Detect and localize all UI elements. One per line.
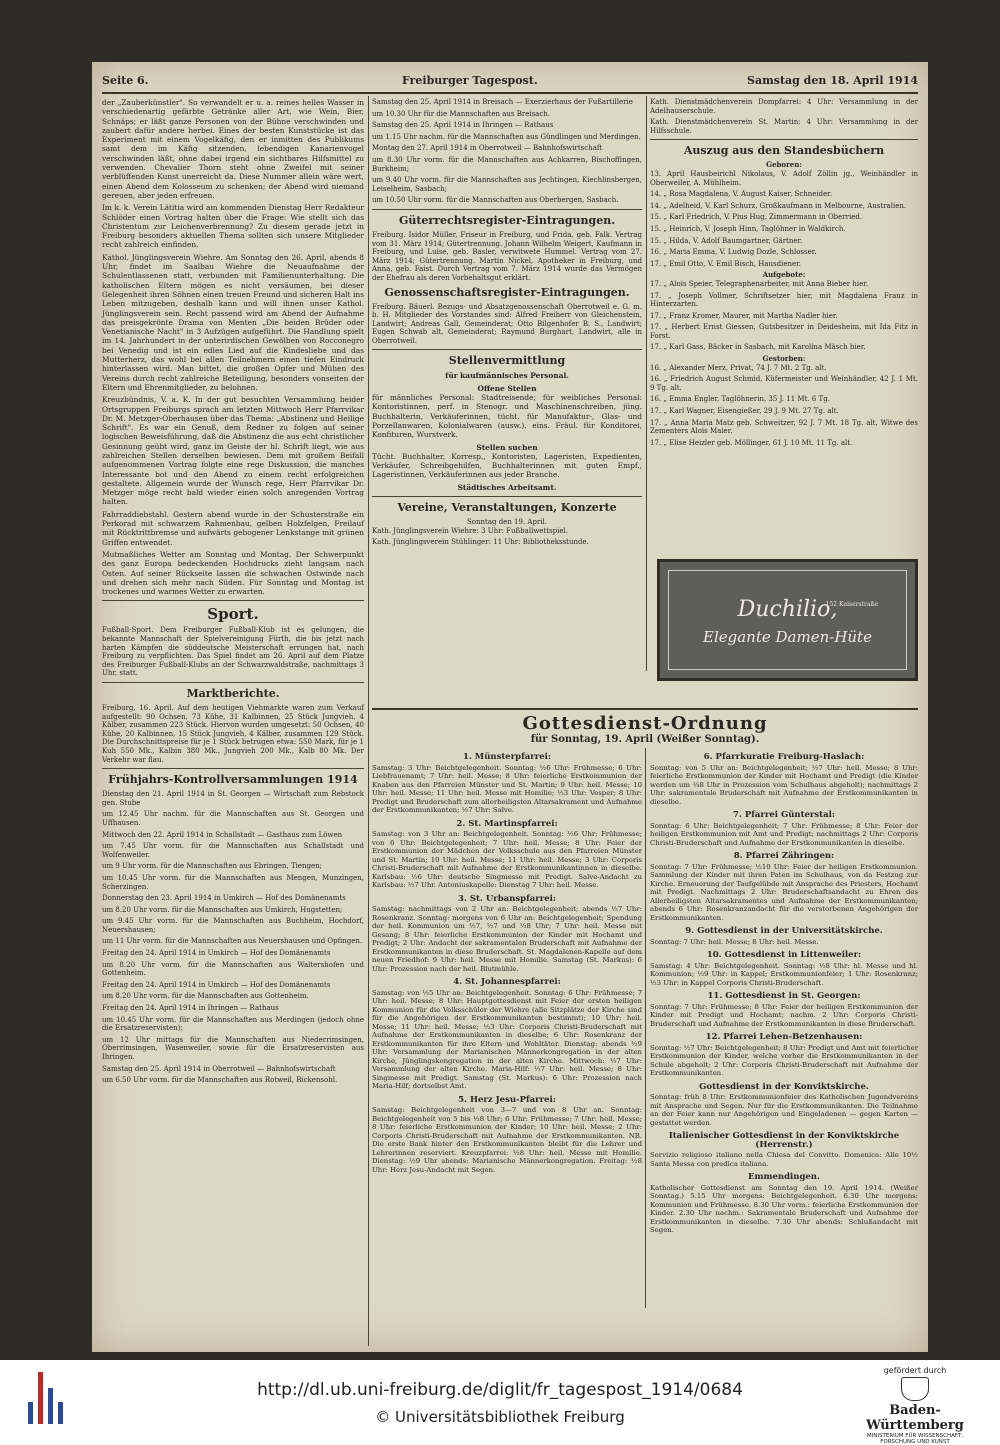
gestorben-heading: Gestorben: <box>762 354 806 364</box>
parish-text: Samstag: nachmittags von 2 Uhr an: Beichtgelegenheit; abends ½7 Uhr: Rosenkranz. Sonntag: morgens von 6 Uhr an: Beichtgelegenheit; Spendung der heil. Kommunion um ½7, ½7 und ½8 Uhr; 7 Uhr: heil. Messe mit Gesang; 8 Uhr: feierliche Erstkommunion der Kinder mit Hochamt und Predigt; 2 Uhr: Andacht der sakramentalen Bruderschaft mit Aufnahme der Erstkommunikanten in diese Bruderschaft. St. Magdalenen-Kapelle auf dem neuen Friedhof: 9 Uhr: heil. Messe mit Homilie. Samstag (St. Markus): 6 Uhr: Prozession nach der heil. Blutmühle. <box>372 905 642 973</box>
list-item: 16. „ Friedrich August Schmid, Küfermeister und Weinhändler, 42 J. 1 Mt. 9 Tg. alt. <box>650 375 918 392</box>
schedule-right-column <box>650 748 918 1237</box>
list-item: um 12 Uhr mittags für die Mannschaften aus Niederrimsingen, Oberrimsingen, Wasenweiler, sowie für die Ersatzreservisten aus Ihringen. <box>102 1035 364 1061</box>
gestorben-list <box>650 364 918 448</box>
parish-heading: 5. Herz Jesu-Pfarrei: <box>458 1094 556 1105</box>
gueter-heading: Güterrechtsregister-Eintragungen. <box>398 213 616 227</box>
list-item: um 8.30 Uhr vorm. für die Mannschaften aus Achkarren, Bischoffingen, Burkheim; <box>372 155 642 173</box>
list-item: 17. „ Karl Gass, Bäcker in Sasbach, mit Karolina Mäsch hier. <box>650 343 866 352</box>
permalink-url[interactable]: http://dl.ub.uni-freiburg.de/diglit/fr_tagespost_1914/0684 <box>257 1380 743 1400</box>
parish-heading: 2. St. Martinspfarrei: <box>456 818 558 829</box>
list-item: Kath. Jünglingsverein Stühlinger: 11 Uhr: Bibliotheksstunde. <box>372 538 589 547</box>
parish-text: Sonntag: früh 8 Uhr: Erstkommunionfeier des Katholischen Jugendvereins mit Ansprache und Segen. Nur für die Erstkommunikanten. Die Teilnahme an der Feier kann nur Angehörigen und Eingeladenen — gegen Karten — gestattet werden. <box>650 1093 918 1127</box>
divider <box>372 209 642 210</box>
genoss-text: Freiburg. Bäuerl. Bezugs- und Absatzgenossenschaft Oberrotweil e. G. m. b. H. Mitglieder des Vorstandes sind: Alfred Freiherr von Gleichenstein, Landwirt; Andreas Gall, Gemeinderat; Otto Bilgenhofer B. S., Landwirt; Eugen Schwab alt, Gemeinderat; Raymund Burghart, Landwirt, alle in Oberrotweil. <box>372 302 642 345</box>
divider <box>650 139 918 140</box>
page-number: Seite 6. <box>102 74 149 87</box>
list-item: Mittwoch den 22. April 1914 in Schallstadt — Gasthaus zum Löwen <box>102 830 343 839</box>
list-item: um 9.40 Uhr vorm. für die Mannschaften aus Jechtingen, Kiechlinsbergen, Leiselheim, Sasbach; <box>372 176 642 193</box>
parish-heading: 10. Gottesdienst in Littenweiler: <box>706 950 862 960</box>
list-item: Kath. Jünglingsverein Wiehre: 3 Uhr: Fußballwettspiel. <box>372 526 568 535</box>
list-item: 17. „ Karl Wagner, Eisengießer, 29 J. 9 Mt. 27 Tg. alt. <box>650 407 839 416</box>
parish-heading: Gottesdienst in der Konviktskirche. <box>699 1081 869 1092</box>
divider <box>372 349 642 350</box>
aufgebote-list <box>650 280 918 352</box>
list-item: Donnerstag den 23. April 1914 in Umkirch — Hof des Domänenamts <box>102 894 346 903</box>
ad-frame <box>668 570 907 670</box>
sport-text: Fußball-Sport. Dem Freiburger Fußball-Klub ist es gelungen, die bekannte Mannschaft der Spielvereinigung Fürth, die bis jetzt nach harten Kämpfen die süddeutsche Meisterschaft errungen hat, nach Freiburg zu verpflichten. Das Spiel findet am 26. April auf dem Platze des Freiburger Fußball-Klubs an der Schwarzwaldstraße, nachmittags 3 Uhr, statt. <box>102 626 364 678</box>
parish-heading: Emmendingen. <box>748 1172 820 1182</box>
divider <box>102 768 364 769</box>
list-item: um 6.50 Uhr vorm. für die Mannschaften aus Rotweil, Bickensohl. <box>102 1076 338 1085</box>
stellen-heading: Stellenvermittlung <box>448 354 566 368</box>
list-item: 17. „ Joseph Vollmer, Schriftsetzer hier, mit Magdalena Franz in Hinterzarten. <box>650 291 918 309</box>
list-item: um 1.15 Uhr nachm. für die Mannschaften aus Gündlingen und Merdingen. <box>372 132 641 141</box>
parish-text: Sonntag: 6 Uhr: Beichtgelegenheit; 7 Uhr: Frühmesse; 8 Uhr: Feier der heiligen Erstkommunion mit Amt und Predigt; nachmittags 2 Uhr: Corporis Christi-Bruderschaft und Aufnahme der Erstkommunikanten in dieselbe. <box>650 821 918 847</box>
list-item: Samstag den 25. April 1914 in Oberrotweil — Bahnhofswirtschaft <box>102 1064 336 1073</box>
parish-text: Samstag: von 3 Uhr an: Beichtgelegenheit. Sonntag: ½6 Uhr: Frühmesse; von 6 Uhr: Beichtgelegenheit; 7 Uhr: heil. Messe; 8 Uhr: Feier der Erstkommunion der Mädchen der Volksschule aus den Pfarreien Münster und St. Martin; 10 Uhr: heil. Messe; 11 Uhr: heil. Messe; 3 Uhr: Corporis Christi-Bruderschaft mit Aufnahme der Erstkommunikantinnen in dieselbe. Karlsbau: ½6 Uhr: deutsche Singmesse mit Predigt. Salve-Andacht zu Karlsbau: ½7 Uhr. Antoniuskapelle: Dienstag 7 Uhr: heil. Messe. <box>372 830 642 889</box>
geboren-heading: Geboren: <box>766 160 802 170</box>
kontroll-heading: Frühjahrs-Kontrollversammlungen 1914 <box>108 773 358 787</box>
parish-heading: 8. Pfarrei Zähringen: <box>733 851 835 861</box>
column-right <box>650 98 918 450</box>
list-item: 17. „ Alois Speier, Telegraphenarbeiter, mit Anna Bieber hier. <box>650 279 869 288</box>
article-paragraph: Im k. k. Verein Lätitia wird am kommenden Dienstag Herr Redakteur Schlöder einen Vortrag halten über die Frage: Wie stellt sich das Christentum zur Leichenverbrennung? Zu diesem gerade jetzt in Freiburg besonders aktuellen Thema sollten sich unsere Mitglieder recht zahlreich einfinden. <box>102 203 364 250</box>
list-item: 15. „ Heinrich, V. Joseph Hinn, Taglöhner in Waldkirch. <box>650 224 846 233</box>
gueter-text: Freiburg. Isidor Müller, Friseur in Freiburg, und Frida, geb. Falk. Vertrag vom 31. März 1914; Gütertrennung. Johann Wilhelm Weigert, Kaufmann in Freiburg, und Luise, geb. Basler, verwitwete Hummel. Vertrag vom 27. März 1914; Gütertrennung. Martin Nickel, Apotheker in Freiburg, und Anna, geb. Faist. Durch Vertrag vom 7. März 1914 wurde das Vermögen der Ehefrau als deren Vorbehaltsgut erklärt. <box>372 230 642 282</box>
list-item: Freitag den 24. April 1914 in Umkirch — Hof des Domänenamts <box>102 980 331 989</box>
list-item: um 7.45 Uhr vorm. für die Mannschaften aus Schallstadt und Wolfenweiler. <box>102 842 364 859</box>
list-item: um 11 Uhr vorm. für die Mannschaften aus Neuershausen und Opfingen. <box>102 937 363 946</box>
article-paragraph: Kreuzbündnis, V. a. K. In der gut besuchten Versammlung beider Ortsgruppen Freiburgs sprach am letzten Mittwoch Herr Pfarrvikar Dr. M. Metzger-Oberhausen über das Thema: „Abstinenz und Heilige Schrift". Es war ein Genuß, dem Redner zu folgen auf seiner logischen Beweisführung, daß die Abstinenz die aus echt christlicher Gesinnung geübt wird, ganz im Geiste der hl. Schrift liegt, wie aus zahlreichen Stellen derselben bewiesen. Dem mit großem Beifall aufgenommenen Vortrag folgte eine rege Diskussion, die manches Interessante bot und den Abend zu einem recht erfolgreichen gestaltete. Allgemein wurde der Wunsch rege, Herr Pfarrvikar Dr. Metzger möge recht bald wieder einen solch anregenden Vortrag halten. <box>102 395 364 507</box>
page-header <box>102 70 918 94</box>
list-item: Montag den 27. April 1914 in Oberrotweil — Bahnhofswirtschaft <box>372 144 603 153</box>
parish-text: Sonntag: ½7 Uhr: Beichtgelegenheit; 8 Uhr: Predigt und Amt mit feierlicher Erstkommunion der Kinder, welche vorher die Erstkommunikanten in der Schule abgeholt; 2 Uhr: Corporis Christi-Bruderschaft mit Aufnahme der Erstkommunikanten. <box>650 1043 918 1077</box>
ad-shop-name: Duchilio, <box>737 597 838 622</box>
offene-text: für männliches Personal: Stadtreisende; für weibliches Personal: Kontoristinnen, perf. in Stenogr. und Maschinenschreiben, jüng. Buchhalterin, Verkäuferinnen, tücht. für Manufaktur-, Glas- und Porzellanwaren, Kolonialwaren (ausw.), eins. Fräul. für Konditorei, Konfituren, Wurstverk. <box>372 393 642 440</box>
column-rule <box>368 96 369 1346</box>
parish-text: Samstag: 3 Uhr: Beichtgelegenheit. Sonntag: ½6 Uhr: Frühmesse; 6 Uhr: Liebfrauenamt; 7 Uhr: heil. Messe; 8 Uhr: feierliche Erstkommunion der Knaben aus den Pfarreien Münster und St. Martin; 9 Uhr: heil. Messe; 10 Uhr: heil. Messe; 11 Uhr: heil. Messe mit Homilie; ½3 Uhr: Vesper; 8 Uhr: Predigt und Bruderschaft zum allerheiligsten Altarsakrament und Aufnahme der Erstkommunikanten; ½7 Uhr: Salve. <box>372 763 642 814</box>
divider <box>372 708 918 710</box>
parish-text: Katholischer Gottesdienst am Sonntag den 19. April 1914. (Weißer Sonntag.) 5.15 Uhr morgens: Beichtgelegenheit. 6.30 Uhr morgens: Kommunion und Frühmesse. 8.30 Uhr vorm.: feierliche Erstkommunion der Kinder. 2.30 Uhr nachm.: Sakramentale Bruderschaft und Aufnahme der Erstkommunikanten in dieselbe. 7.30 Uhr abends: Schlußandacht mit Segen. <box>650 1183 918 1234</box>
list-item: Kath. Dienstmädchenverein Dompfarrei: 4 Uhr: Versammlung in der Adelhauserschule. <box>650 98 918 115</box>
copyright-notice: © Universitätsbibliothek Freiburg <box>375 1408 625 1426</box>
parish-text: Sonntag: 7 Uhr: Frühmesse; 8 Uhr: Feier der heiligen Erstkommunion der Kinder mit Predigt und Hochamt; nachm. 2 Uhr: Corporis Christi-Bruderschaft und Aufnahme der Erstkommunikanten in diese Bruderschaft. <box>650 1002 918 1028</box>
funded-by-label: gefördert durch <box>883 1366 947 1375</box>
market-text: Freiburg, 16. April. Auf dem heutigen Viehmarkte waren zum Verkauf aufgestellt: 90 Ochsen, 73 Kühe, 31 Kalbinnen, 25 Stück Jungvieh, 4 Kälber, zusammen 223 Stück. Hiervon wurden umgesetzt: 50 Ochsen, 40 Kühe, 20 Kalbinnen, 15 Stück Jungvieh, 4 Kälber, zusammen 129 Stück. Die Durchschnittspreise für je 1 Stück betrugen etwa: 550 Mark, für je 1 Kuh 550 Mk., Kalbin 380 Mk., Jungvieh 200 Mk., Kalb 80 Mk. Der Verkehr war flau. <box>102 704 364 764</box>
article-paragraph: der „Zauberkünstler". So verwandelt er u. a. reines helles Wasser in verschiedenartig gefärbte Getränke aller Art, wie Wein, Bier, Schnäps; er läßt ganze Personen von der Bühne verschwinden und zaubert dafür andere herbei. Eines der besten Kunststücke ist das Experiment mit einem Vogelkäfig, den er inmitten des Publikums samt dem im Käfig sitzenden, lebendigen Kanarienvogel verschwinden läßt, ohne dabei irgend ein sichtbares Hilfsmittel zu verwenden. Chevalier Thorn steht ohne Zweifel mit seiner verblüffenden Kunst unerreicht da. Diese Nummer allein wäre wert, einen Abend dem Kolosseum zu schenken; der Abend wird niemand gereuen, aber jeden erfreuen. <box>102 98 364 200</box>
column-rule <box>645 748 646 1308</box>
parish-text: Sonntag: von 5 Uhr an: Beichtgelegenheit; ½7 Uhr: heil. Messe; 8 Uhr: feierliche Erstkommunion der Kinder mit Hochamt und Predigt (die Kinder werden um ¼8 Uhr in Prozession vom Schulhaus abgeholt); nachmittags 2 Uhr: sakramentale Bruderschaft mit Aufnahme der Erstkommunikanten in dieselbe. <box>650 763 918 806</box>
column-left <box>102 98 364 1088</box>
list-item: um 8.20 Uhr vorm. für die Mannschaften aus Waltershofen und Gottenheim. <box>102 960 364 978</box>
aufgebote-heading: Aufgebote: <box>762 270 806 280</box>
list-item: um 9.45 Uhr vorm. für die Mannschaften aus Buchheim, Hochdorf, Neuershausen; <box>102 917 364 934</box>
newspaper-title: Freiburger Tagespost. <box>402 74 538 87</box>
schedule-left-column <box>372 748 642 1176</box>
newspaper-page <box>92 62 928 1352</box>
parish-heading: 12. Pfarrei Lehen-Betzenhausen: <box>705 1032 863 1042</box>
list-item: um 10.50 Uhr vorm. für die Mannschaften aus Oberbergen, Sasbach. <box>372 196 619 205</box>
market-heading: Marktberichte. <box>186 687 280 700</box>
geboren-list <box>650 170 918 268</box>
parish-text: Samstag: von ½5 Uhr an: Beichtgelegenheit. Sonntag: 6 Uhr: Frühmesse; 7 Uhr: heil. Messe; 8 Uhr: Hauptgottesdienst mit Feier der ersten heiligen Kommunion für die Volksschüler der Wiehre (alle Sitzplätze der Kirche sind für die Angehörigen der Erstkommunikanten bestimmt); 10 Uhr: heil. Messe; 11 Uhr: heil. Messe; ½3 Uhr: Corporis Christi-Bruderschaft mit Aufnahme der Erstkommunikanten in dieselbe; 6 Uhr: Rosenkranz der Erstkommunikanten für ihre Eltern und Wohltäter. Dienstag: abends ½9 Uhr: Versammlung der Marianischen Männerkongregation in der alten Kirche, Jünglingskongregation in der alten Kirche. Mittwoch: ½7 Uhr: Versammlung der alten Kirche. Maria-Hilf: ½7 Uhr: heil. Messe; 8 Uhr: Singmesse mit Predigt. Samstag (St. Markus): 6 Uhr: Prozession nach Maria-Hilf; dortselbst Amt. <box>372 988 642 1090</box>
vereine-date: Sonntag den 19. April. <box>466 518 548 527</box>
parish-heading: 9. Gottesdienst in der Universitätskirche. <box>685 926 883 936</box>
list-item: um 9 Uhr vorm. für die Mannschaften aus Ebringen, Tiengen; <box>102 862 323 871</box>
arbeitsamt-label: Städtisches Arbeitsamt. <box>457 482 557 492</box>
list-item: Dienstag den 21. April 1914 in St. Georgen — Wirtschaft zum Rebstock gen. Stube <box>102 790 364 807</box>
column-rule <box>646 96 647 671</box>
schedule-subtitle: für Sonntag, 19. April (Weißer Sonntag). <box>530 734 760 745</box>
ministry-name: MINISTERIUM FÜR WISSENSCHAFT, FORSCHUNG UND KUNST <box>866 1433 964 1445</box>
list-item: 16. „ Maria Emma, V. Ludwig Dozle, Schlosser. <box>650 248 817 257</box>
parish-text: Servizio religioso italiano nella Chiesa del Convitto. Domenica: Alle 10½ Santa Messa con predica italiana. <box>650 1151 918 1168</box>
parish-heading: 4. St. Johannespfarrei: <box>453 977 561 987</box>
parish-heading: 11. Gottesdienst in St. Georgen: <box>707 991 861 1001</box>
list-item: Kath. Dienstmädchenverein St. Martin: 4 Uhr: Versammlung in der Hilfsschule. <box>650 118 918 135</box>
list-item: 13. April Hausbeirichl Nikolaus, V. Adolf Zöllin jg., Weinhändler in Oberweiler, A. Mühlheim. <box>650 169 918 187</box>
auszug-heading: Auszug aus den Standesbüchern <box>683 144 885 158</box>
list-item: um 10.45 Uhr vorm. für die Mannschaften aus Mengen, Munzingen, Scherzingen. <box>102 873 364 891</box>
ad-address: 152 Kaiserstraße <box>825 601 878 608</box>
list-item: um 10.30 Uhr für die Mannschaften aus Breisach. <box>372 109 550 118</box>
parish-text: Sonntag: 7 Uhr: Frühmesse; ½10 Uhr: Feier der heiligen Erstkommunion. Sammlung der Kinder mit ihren Paten im Schulhaus, von da Festzug zur Kirche. Erneuerung der Taufgelübde mit Ansprache des Priesters, Hochamt mit Predigt. Nachmittags 2 Uhr: Bruderschaftsandacht zu Ehren des Allerheiligsten Altarsakramentes und Aufnahme der Erstkommunikanten; abends 6 Uhr: Rosenkranzandacht für die verstorbenen Angehörigen der Erstkommunikanten. <box>650 862 918 922</box>
list-item: um 12.45 Uhr nachm. für die Mannschaften aus St. Georgen und Uffhausen. <box>102 810 364 827</box>
parish-text: Sonntag: 7 Uhr: heil. Messe; 8 Uhr: heil. Messe. <box>650 937 819 946</box>
list-item: 14. „ Rosa Magdalena, V. August Kaiser, Schneider. <box>650 190 833 199</box>
divider <box>102 682 364 683</box>
divider <box>102 600 364 601</box>
parish-text: Samstag: 4 Uhr: Beichtgelegenheit. Sonntag: ½8 Uhr: hl. Messe und hl. Kommunion; ½9 Uhr: in Kappel; Erstkommunionfeier; 1 Uhr: Rosenkranz; ½3 Uhr: in Kappel Corporis Christi-Bruderschaft. <box>650 961 918 987</box>
offene-heading: Offene Stellen <box>477 383 537 393</box>
list-item: 17. „ Elise Heizler geb. Möllinger, 61 J. 10 Mt. 11 Tg. alt. <box>650 438 853 447</box>
kontroll-list <box>102 790 364 1085</box>
schedule-title: Gottesdienst-Ordnung <box>522 713 768 734</box>
list-item: 17. „ Anna Maria Matz geb. Schweitzer, 92 J. 7 Mt. 18 Tg. alt, Witwe des Zementers Alois Maier. <box>650 418 918 436</box>
article-paragraph: Fahrraddiebstahl. Gestern abend wurde in der Schusterstraße ein Perkorad mit schwarzem Rahmenbau, gelben Holzfelgen, Freilauf mit Rücktrittbremse und aufwärts gebogener Lenkstange mit grünen Griffen entwendet. <box>102 509 364 547</box>
state-name: Baden-Württemberg <box>866 1403 964 1433</box>
kontroll-continued <box>372 98 642 205</box>
funding-notice <box>850 1366 980 1445</box>
coat-of-arms-icon <box>901 1377 929 1401</box>
sport-heading: Sport. <box>207 605 259 624</box>
divider <box>372 496 642 497</box>
page-date: Samstag den 18. April 1914 <box>747 74 918 87</box>
hat-shop-advertisement <box>657 559 918 681</box>
parish-heading: 7. Pfarrei Günterstal: <box>733 810 835 820</box>
stellen-subheading: für kaufmännisches Personal. <box>445 371 569 381</box>
parish-heading: 1. Münsterpfarrei: <box>462 752 552 762</box>
list-item: 16. „ Emma Engler, Taglöhnerin, 35 J. 11 Mt. 6 Tg. <box>650 395 830 404</box>
vereine-heading: Vereine, Veranstaltungen, Konzerte <box>397 501 617 515</box>
list-item: 15. „ Hilda, V. Adolf Baumgartner, Gärtner. <box>650 236 803 245</box>
article-paragraph: Mutmaßliches Wetter am Sonntag und Montag. Der Schwerpunkt des ganz Europa bedeckenden Hochdrucks zieht langsam nach Osten. Auf seiner Rückseite lassen die schwachen Ostwinde nach und drehen sich mehr nach Süden. Für Sonntag und Montag ist trockenes und warmes Wetter zu erwarten. <box>102 549 364 597</box>
list-item: 17. „ Herbert Ernst Giessen, Gutsbesitzer in Deidesheim, mit Ida Fitz in Forst. <box>650 323 918 340</box>
list-item: um 8.20 Uhr vorm. für die Mannschaften aus Gottenheim. <box>102 992 309 1001</box>
list-item: 14. „ Adelheid, V. Karl Schurz, Großkaufmann in Melbourne, Australien. <box>650 201 907 210</box>
genoss-heading: Genossenschaftsregister-Eintragungen. <box>384 285 630 299</box>
suchen-text: Tücht. Buchhalter, Korresp., Kontoristen, Lageristen, Expedienten, Verkäufer, Schreibgehilfen, Buchhalterinnen mit guten Empf., Lageristinnen, Verkäuferinnen aus jeder Branche. <box>372 451 642 480</box>
parish-text: Samstag: Beichtgelegenheit von 3—7 und von 8 Uhr an. Sonntag: Beichtgelegenheit von 5 bis ½8 Uhr; 6 Uhr: Frühmesse; 7 Uhr: heil. Messe; 8 Uhr: feierliche Erstkommunion der Kinder; 10 Uhr: heil. Messe; 2 Uhr: Corporis Christi-Bruderschaft mit Aufnahme der Erstkommunikanten. NB. Die erste Bank hinter den Erstkommunikanten bleibt für die Lehrer und Lehrerinnen reserviert. Kreuzpfarrei: ½8 Uhr: heil. Messe mit Homilie. Dienstag: ½9 Uhr abends: Marianische Männerkongregation. Freitag: ½8 Uhr: Herz Jesu-Andacht mit Segen. <box>372 1106 642 1174</box>
list-item: 15. „ Karl Friedrich, V. Pius Hug, Zimmermann in Oberried. <box>650 213 863 222</box>
suchen-heading: Stellen suchen <box>476 442 538 452</box>
article-paragraph: Kathol. Jünglingsverein Wiehre. Am Sonntag den 26. April, abends 8 Uhr, findet im Saalbau Wiehre die Neuaufnahme der Schulentlassenen statt, verbunden mit Familienunterhaltung. Die katholischen Eltern mögen es nicht versäumen, bei dieser Gelegenheit ihren Söhnen einen treuen Freund und sicheren Halt ins Leben mitzugeben, deshalb kann und will ihnen unser Kathol. Jünglingsverein sein. Recht passend wird am Abend der Aufnahme das preisgekrönte Drama von Menten „Die beiden Brüder oder Venetianische Nacht" in 3 Aufzügen aufgeführt. Die Handlung spielt im 14. Jahrhundert in der unterirdischen Gewölben von Rocconegro bei Venedig und ist ein edles Lied auf die Kindesliebe und das Mutterherz, das wohl bei allen Teilnehmern einen tiefen Eindruck hinterlassen wird. Man bittet, die großen Opfer und Mühen des Vereins durch recht zahlreiche Beteiligung, besonders vonseiten der Eltern und Ehrenmitglieder, zu belohnen. <box>102 252 364 392</box>
parish-heading: 3. St. Urbanspfarrei: <box>458 893 556 904</box>
list-item: Samstag den 25. April 1914 in Breisach — Exerzierhaus der Fußartillerie <box>372 98 633 106</box>
list-item: 17. „ Emil Otto, V. Emil Bisch, Hausdiener. <box>650 259 801 268</box>
parish-heading: 6. Pfarrkuratie Freiburg-Haslach: <box>703 752 865 762</box>
viewer-footer <box>0 1360 1000 1445</box>
list-item: 17. „ Franz Kromer, Maurer, mit Martha Nadler hier. <box>650 311 838 320</box>
list-item: um 8.20 Uhr vorm. für die Mannschaften aus Umkirch, Hugstetten; <box>102 905 343 914</box>
parish-heading: Italienischer Gottesdienst in der Konviktskirche (Herrenstr.) <box>668 1131 900 1150</box>
list-item: 16. „ Alexander Merz, Privat, 74 J. 7 Mt. 2 Tg. alt. <box>650 363 827 372</box>
list-item: Freitag den 24. April 1914 in Umkirch — Hof des Domänenamts <box>102 949 331 958</box>
ad-tagline: Elegante Damen-Hüte <box>703 628 872 646</box>
list-item: Samstag den 25. April 1914 in Ihringen — Rathaus <box>372 121 554 130</box>
column-middle <box>372 98 642 550</box>
list-item: um 10.45 Uhr vorm. für die Mannschaften aus Merdingen (jedoch ohne die Ersatzreservisten); <box>102 1015 364 1033</box>
list-item: Freitag den 24. April 1914 in Ihringen — Rathaus <box>102 1004 279 1013</box>
church-service-schedule <box>372 708 918 1234</box>
